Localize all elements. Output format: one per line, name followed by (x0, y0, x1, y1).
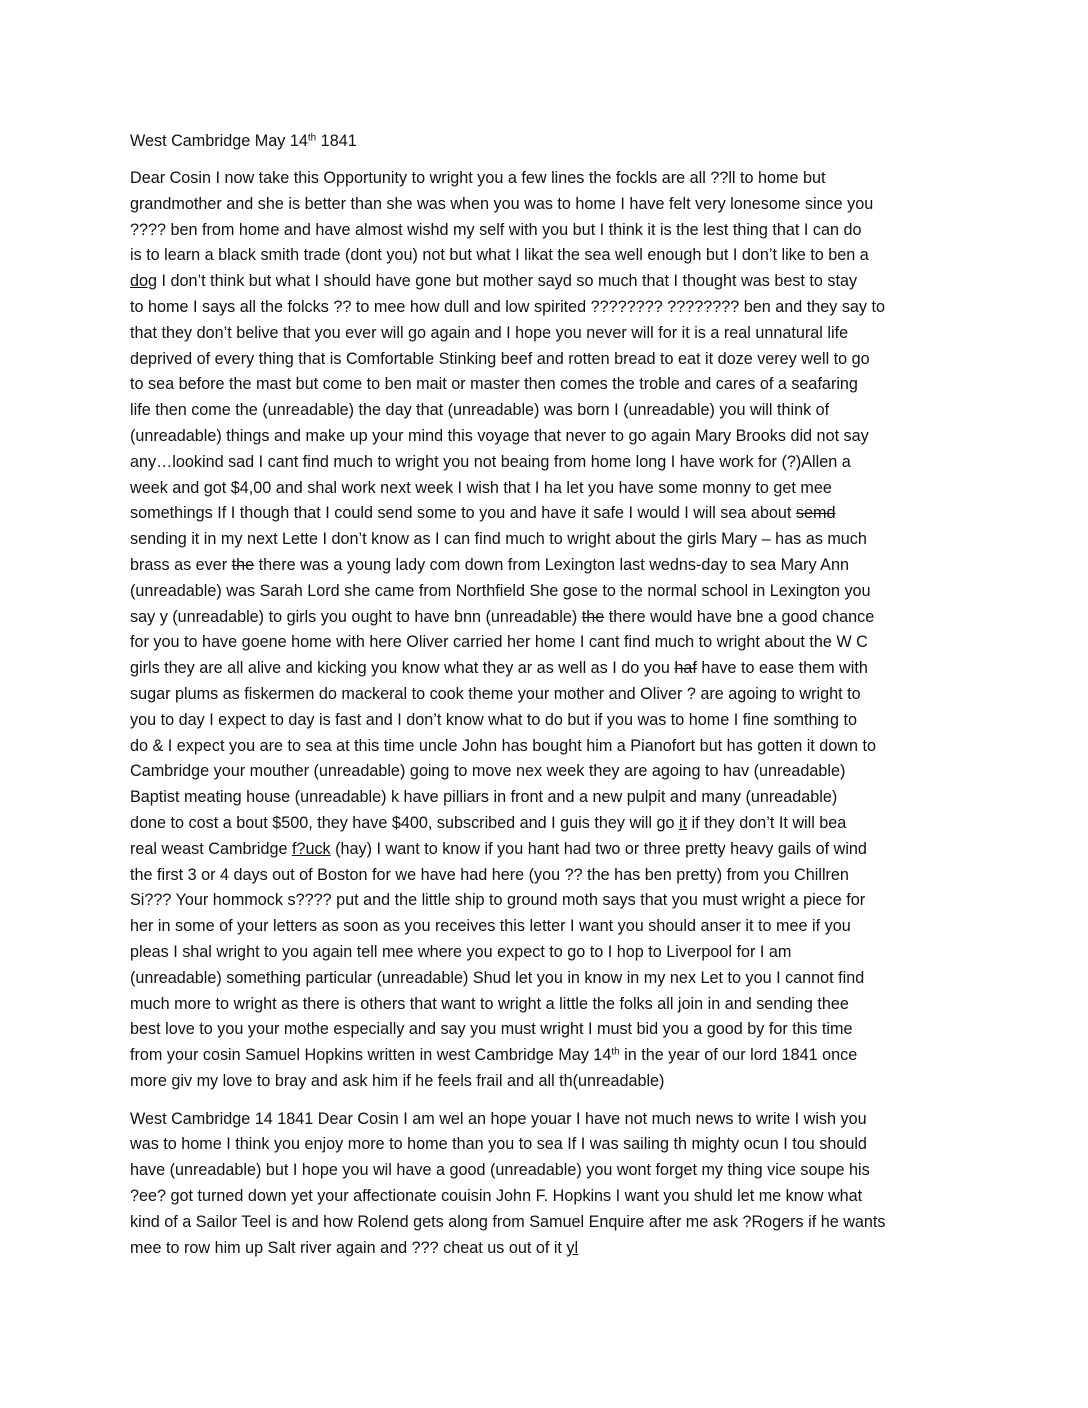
text-line (130, 243, 970, 269)
text-line (130, 269, 970, 295)
letter-page (130, 128, 970, 1273)
text-line (130, 1107, 970, 1133)
text-line (130, 605, 970, 631)
line-text: (hay) I want to know if you hant had two or three pretty heavy gails of wind (330, 839, 867, 858)
line-text: Baptist meating house (unreadable) k have pilliars in front and a new pulpit and many (unreadable) (130, 788, 838, 807)
letter-heading (130, 128, 970, 154)
text-line (130, 450, 970, 476)
underlined-word: f?uck (291, 839, 331, 858)
line-text: from your cosin Samuel Hopkins written in west Cambridge May 14 (130, 1046, 612, 1065)
line-text: any…lookind sad I cant find much to wright you not beaing from home long I have work for (?)Allen a (130, 452, 851, 471)
text-line (130, 992, 970, 1018)
text-line (130, 295, 970, 321)
line-text: sending it in my next Lette I don’t know as I can find much to wright about the girls Mary – has as much (130, 530, 867, 549)
line-text: was to home I think you enjoy more to home than you to sea If I was sailing th mighty ocun I tou should (130, 1135, 867, 1154)
line-text: deprived of every thing that is Comfortable Stinking beef and rotten bread to eat it doze verey well to go (130, 349, 870, 368)
struck-through-word: the (581, 607, 605, 626)
text-line (130, 1069, 970, 1095)
text-line (130, 321, 970, 347)
line-text: ???? ben from home and have almost wishd my self with you but I think it is the lest thing that I can do (130, 220, 862, 239)
line-text: (unreadable) things and make up your mind this voyage that never to go again Mary Brooks did not say (130, 426, 869, 445)
text-line (130, 192, 970, 218)
text-line (130, 398, 970, 424)
text-line (130, 966, 970, 992)
line-text: do & I expect you are to sea at this time uncle John has bought him a Pianofort but has gotten it down to (130, 736, 876, 755)
line-text: to home I says all the folcks ?? to mee how dull and low spirited ???????? ???????? ben and they say to (130, 297, 886, 316)
line-text: have (unreadable) but I hope you wil have a good (unreadable) you wont forget my thing vice soupe his (130, 1161, 870, 1180)
postscript-paragraph (130, 1107, 970, 1262)
line-text: week and got $4,00 and shal work next week I wish that I ha let you have some monny to get mee (130, 478, 832, 497)
struck-through-word: haf (674, 659, 697, 678)
text-line (130, 166, 970, 192)
text-line (130, 837, 970, 863)
line-text: West Cambridge 14 1841 Dear Cosin I am wel an hope youar I have not much news to write I wish you (130, 1109, 867, 1128)
struck-through-word: the (231, 555, 255, 574)
line-text: there was a young lady com down from Lexington last wedns-day to sea Mary Ann (254, 555, 849, 574)
line-text: brass as ever (130, 555, 232, 574)
underlined-word: it (678, 813, 688, 832)
text-line (130, 1017, 970, 1043)
text-line (130, 630, 970, 656)
line-text: in the year of our lord 1841 once (619, 1046, 858, 1065)
text-line (130, 476, 970, 502)
line-text: there would have bne a good chance (604, 607, 875, 626)
line-text: you to day I expect to day is fast and I don’t know what to do but if you was to home I fine somthing to (130, 710, 858, 729)
line-text: best love to you your mothe especially and say you must wright I must bid you a good by for this time (130, 1020, 853, 1039)
ordinal-suffix: th (611, 1046, 620, 1058)
text-line (130, 656, 970, 682)
text-line (130, 863, 970, 889)
line-text: the first 3 or 4 days out of Boston for we have had here (you ?? the has ben pretty) from you Chillren (130, 865, 849, 884)
heading-year: 1841 (316, 132, 357, 150)
text-line (130, 347, 970, 373)
text-line (130, 914, 970, 940)
text-line (130, 553, 970, 579)
line-text: Dear Cosin I now take this Opportunity to wright you a few lines the fockls are all ??ll to home but (130, 169, 826, 187)
line-text: mee to row him up Salt river again and ??? cheat us out of it (130, 1238, 567, 1257)
line-text: have to ease them with (696, 659, 868, 678)
underlined-word: yl (566, 1238, 579, 1257)
line-text: Cambridge your mouther (unreadable) going to move nex week they are agoing to hav (unreadable) (130, 762, 846, 781)
line-text: I don’t think but what I should have gone but mother sayd so much that I thought was best to stay (157, 272, 858, 291)
letter-body-paragraph (130, 166, 970, 1095)
line-text: ?ee? got turned down yet your affectionate couisin John F. Hopkins I want you shuld let me know what (130, 1187, 863, 1206)
text-line (130, 372, 970, 398)
line-text: much more to wright as there is others that want to wright a little the folks all join in and sending thee (130, 994, 849, 1013)
line-text: is to learn a black smith trade (dont you) not but what I likat the sea well enough but I don’t like to ben a (130, 246, 869, 265)
text-line (130, 1132, 970, 1158)
text-line (130, 1184, 970, 1210)
line-text: if they don’t It will bea (687, 813, 847, 832)
line-text: Si??? Your hommock s???? put and the little ship to ground moth says that you must wright a piece for (130, 891, 866, 910)
text-line (130, 1158, 970, 1184)
line-text: real weast Cambridge (130, 839, 292, 858)
line-text: to sea before the mast but come to ben mait or master then comes the troble and cares of a seafaring (130, 375, 858, 394)
text-line (130, 888, 970, 914)
text-line (130, 218, 970, 244)
underlined-word: dog (130, 272, 158, 291)
line-text: pleas I shal wright to you again tell mee where you expect to go to I hop to Liverpool for I am (130, 942, 792, 961)
line-text: (unreadable) something particular (unreadable) Shud let you in know in my nex Let to you I cannot find (130, 968, 865, 987)
line-text: girls they are all alive and kicking you know what they ar as well as I do you (130, 659, 675, 678)
line-text: done to cost a bout $500, they have $400, subscribed and I guis they will go (130, 813, 679, 832)
text-line (130, 759, 970, 785)
line-text: her in some of your letters as soon as you receives this letter I want you should anser it to mee if you (130, 917, 851, 936)
line-text: grandmother and she is better than she was when you was to home I have felt very lonesome since you (130, 194, 874, 213)
text-line (130, 785, 970, 811)
line-text: kind of a Sailor Teel is and how Rolend gets along from Samuel Enquire after me ask ?Rogers if he wants (130, 1212, 886, 1231)
text-line (130, 811, 970, 837)
line-text: sugar plums as fiskermen do mackeral to cook theme your mother and Oliver ? are agoing to wright to (130, 684, 861, 703)
text-line (130, 1210, 970, 1236)
text-line (130, 424, 970, 450)
line-text: say y (unreadable) to girls you ought to have bnn (unreadable) (130, 607, 582, 626)
heading-ordinal-suffix: th (307, 132, 317, 144)
text-line (130, 1043, 970, 1069)
heading-place: West Cambridge May 14 (130, 132, 308, 150)
line-text: (unreadable) was Sarah Lord she came from Northfield She gose to the normal school in Lexington you (130, 581, 871, 600)
text-line (130, 1236, 970, 1262)
line-text: life then come the (unreadable) the day that (unreadable) was born I (unreadable) you will think of (130, 401, 830, 420)
text-line (130, 682, 970, 708)
line-text: that they don’t belive that you ever will go again and I hope you never will for it is a real unnatural life (130, 323, 849, 342)
text-line (130, 527, 970, 553)
text-line (130, 579, 970, 605)
line-text: more giv my love to bray and ask him if he feels frail and all th(unreadable) (130, 1071, 665, 1090)
line-text: for you to have goene home with here Oliver carried her home I cant find much to wright about the W C (130, 633, 868, 652)
line-text: somethings If I though that I could send some to you and have it safe I would I will sea about (130, 504, 796, 523)
text-line (130, 734, 970, 760)
text-line (130, 708, 970, 734)
text-line (130, 940, 970, 966)
struck-through-word: semd (795, 504, 836, 523)
text-line (130, 501, 970, 527)
